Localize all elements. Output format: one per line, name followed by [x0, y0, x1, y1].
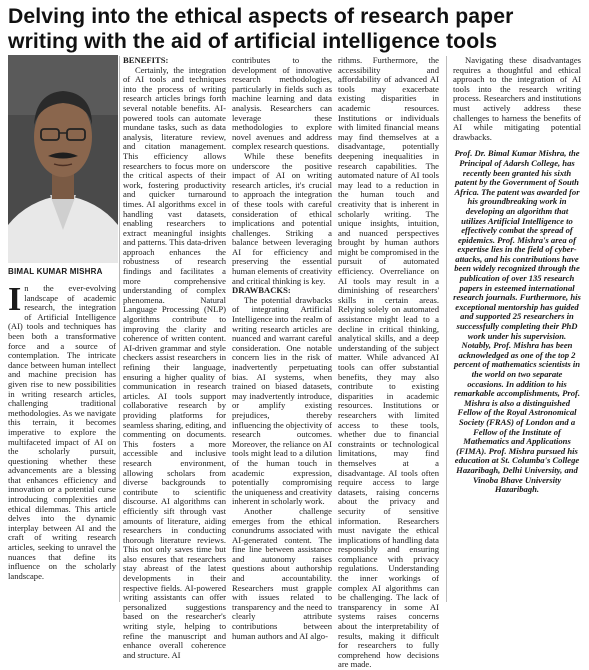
- author-bio: Prof. Dr. Bimal Kumar Mishra, the Principal of Adarsh College, has recently been granted his sixth patent by the Government of South Africa. The patent was awarded for his groundbreaking work in developing an algorithm that utilizes Artificial Intelligence to effectively combat the spread of epidemics. Prof. Mishra's area of expertise lies in the field of cyber-attacks, and his contributions have been widely recognized through the publication of over 135 research papers in esteemed international research journals. Furthermore, his exceptional mentorship has guided and supported 25 researchers in successfully completing their PhD work under his supervision. Notably, Prof. Mishra has been acknowledged as one of the top 2 percent of mathematics scientists in the world on two separate occasions. In addition to his remarkable accomplishments, Prof. Mishra is also a distinguished Fellow of the Royal Astronomical Society (FRAS) of London and a Fellow of the Institute of Mathematics and Applications (FIMA). Prof. Mishra pursued his education at St. Columba's College Hazaribagh, Delhi University, and Vinoba Bhave University Hazaribagh.: [453, 148, 581, 495]
- column-divider: [119, 56, 120, 602]
- headline: Delving into the ethical aspects of research paper writing with the aid of artificial intelligence tools: [8, 5, 514, 53]
- paragraph: Navigating these disadvantages requires a thoughtful and ethical approach to the integration of AI tools into the research writing process. Researchers and institutions must actively address these challenges to harness the benefits of AI while mitigating potential drawbacks.: [453, 55, 581, 142]
- paragraph: While these benefits underscore the positive impact of AI on writing research articles, it's crucial to approach the integration of these tools with careful consideration of ethical implications and potential challenges. Striking a balance between leveraging AI for efficiency and preserving the essential human elements of creativity and critical thinking is key.: [232, 150, 332, 286]
- column-3: [232, 55, 332, 641]
- intro-paragraph: n the ever-evolving landscape of academic research, the integration of Artificial Intelligence (AI) tools and techniques has been both a transformative force and a source of contemplation. The intricate dance between human intellect and machine precision has given rise to new possibilities in writing research articles, challenging traditional methodologies. As we navigate this terrain, it becomes imperative to explore the multifaceted impact of AI on the scholarly pursuit, questioning whether these advancements are a blessing that enhances efficiency and innovation or a potential curse introducing complexities and ethical dilemmas. This article delves into the dynamic interplay between AI and the craft of writing research articles, seeking to unravel the nuances that define its influence on the scholarly landscape.: [8, 283, 116, 581]
- column-1: [8, 281, 116, 602]
- column-2: [123, 55, 226, 660]
- paragraph: rithms. Furthermore, the accessibility and affordability of advanced AI tools may exacerbate existing disparities in academic resources. Institutions or individuals with limited financial means may find themselves at a disadvantage, potentially deepening inequalities in research capabilities. The automated nature of AI tools may lead to a reduction in the human touch and creativity that is inherent in scholarly writing. The unique insights, intuition, and nuanced perspectives brought by human authors might be compromised in the pursuit of automated efficiency. Overreliance on AI tools may result in a diminishing of researchers' skills in certain areas. Relying solely on automated assistance might lead to a decline in critical thinking, analytical skills, and a deep understanding of the subject matter. While advanced AI tools can offer substantial benefits, they may also contribute to existing disparities in academic resources. Institutions or researchers with limited access to these tools, whether due to financial constraints or technological limitations, may find themselves at a disadvantage. AI tools often require access to large datasets, raising concerns about the privacy and security of sensitive information. Researchers must navigate the ethical implications of handling data responsibly and ensuring compliance with privacy regulations. Understanding the inner workings of complex AI algorithms can be challenging. The lack of transparency in some AI systems raises concerns about the interpretability of results, making it difficult for researchers to fully comprehend how decisions are made.: [338, 55, 439, 670]
- paragraph: Certainly, the integration of AI tools and techniques into the process of writing research articles brings forth several notable benefits. AI-powered tools can automate mundane tasks, such as data analysis, literature review, and citation management. This efficiency allows researchers to focus more on the critical aspects of their work, fostering productivity and quicker turnaround times. AI algorithms excel in handling vast datasets, enabling researchers to extract meaningful insights and patterns. This data-driven approach enhances the robustness of research findings and facilitates a more comprehensive understanding of complex phenomena. Natural Language Processing (NLP) algorithms contribute to improving the clarity and coherence of written content. AI-driven grammar and style checkers assist researchers in refining their language, ensuring a higher quality of communication in research articles. AI tools support collaborative research by providing platforms for seamless sharing, editing, and commenting on documents. This fosters a more accessible and inclusive research environment, allowing scholars from diverse backgrounds to contribute to scientific discourse. AI algorithms can efficiently sift through vast amounts of literature, aiding researchers in conducting thorough literature reviews. This not only saves time but also ensures that researchers stay abreast of the latest developments in their respective fields. AI-powered writing assistants can offer personalized suggestions based on the researcher's writing style, helping to refine the manuscript and enhance overall coherence and structure. AI: [123, 64, 226, 660]
- paragraph: Another challenge emerges from the ethical conundrums associated with AI-generated content. The fine line between assistance and autonomy raises questions about authorship and accountability. Researchers must grapple with issues related to transparency and the need to clearly attribute contributions between human authors and AI algo-: [232, 505, 332, 641]
- paragraph: The potential drawbacks of integrating Artificial Intelligence into the realm of writing research articles are nuanced and warrant careful consideration. One notable concern lies in the risk of inadvertently perpetuating bias. AI systems, when trained on biased datasets, may inadvertently introduce, or amplify existing prejudices, thereby influencing the objectivity of research outcomes. Moreover, the reliance on AI tools might lead to a dilution of the human touch in academic expression, potentially compromising the uniqueness and creativity inherent in scholarly work.: [232, 294, 332, 507]
- drop-cap: I: [8, 281, 22, 318]
- section-heading-benefits: BENEFITS:: [123, 55, 169, 65]
- section-heading-drawbacks: DRAWBACKS:: [232, 285, 291, 296]
- column-divider: [446, 56, 447, 602]
- author-photo: [8, 55, 118, 263]
- byline: BIMAL KUMAR MISHRA: [8, 267, 103, 276]
- paragraph: contributes to the development of innovative research methodologies, particularly in fields such as machine learning and data analysis. Researchers can leverage these methodologies to explore novel avenues and address complex research questions.: [232, 55, 332, 152]
- column-4: [338, 55, 439, 670]
- column-5: [453, 56, 581, 602]
